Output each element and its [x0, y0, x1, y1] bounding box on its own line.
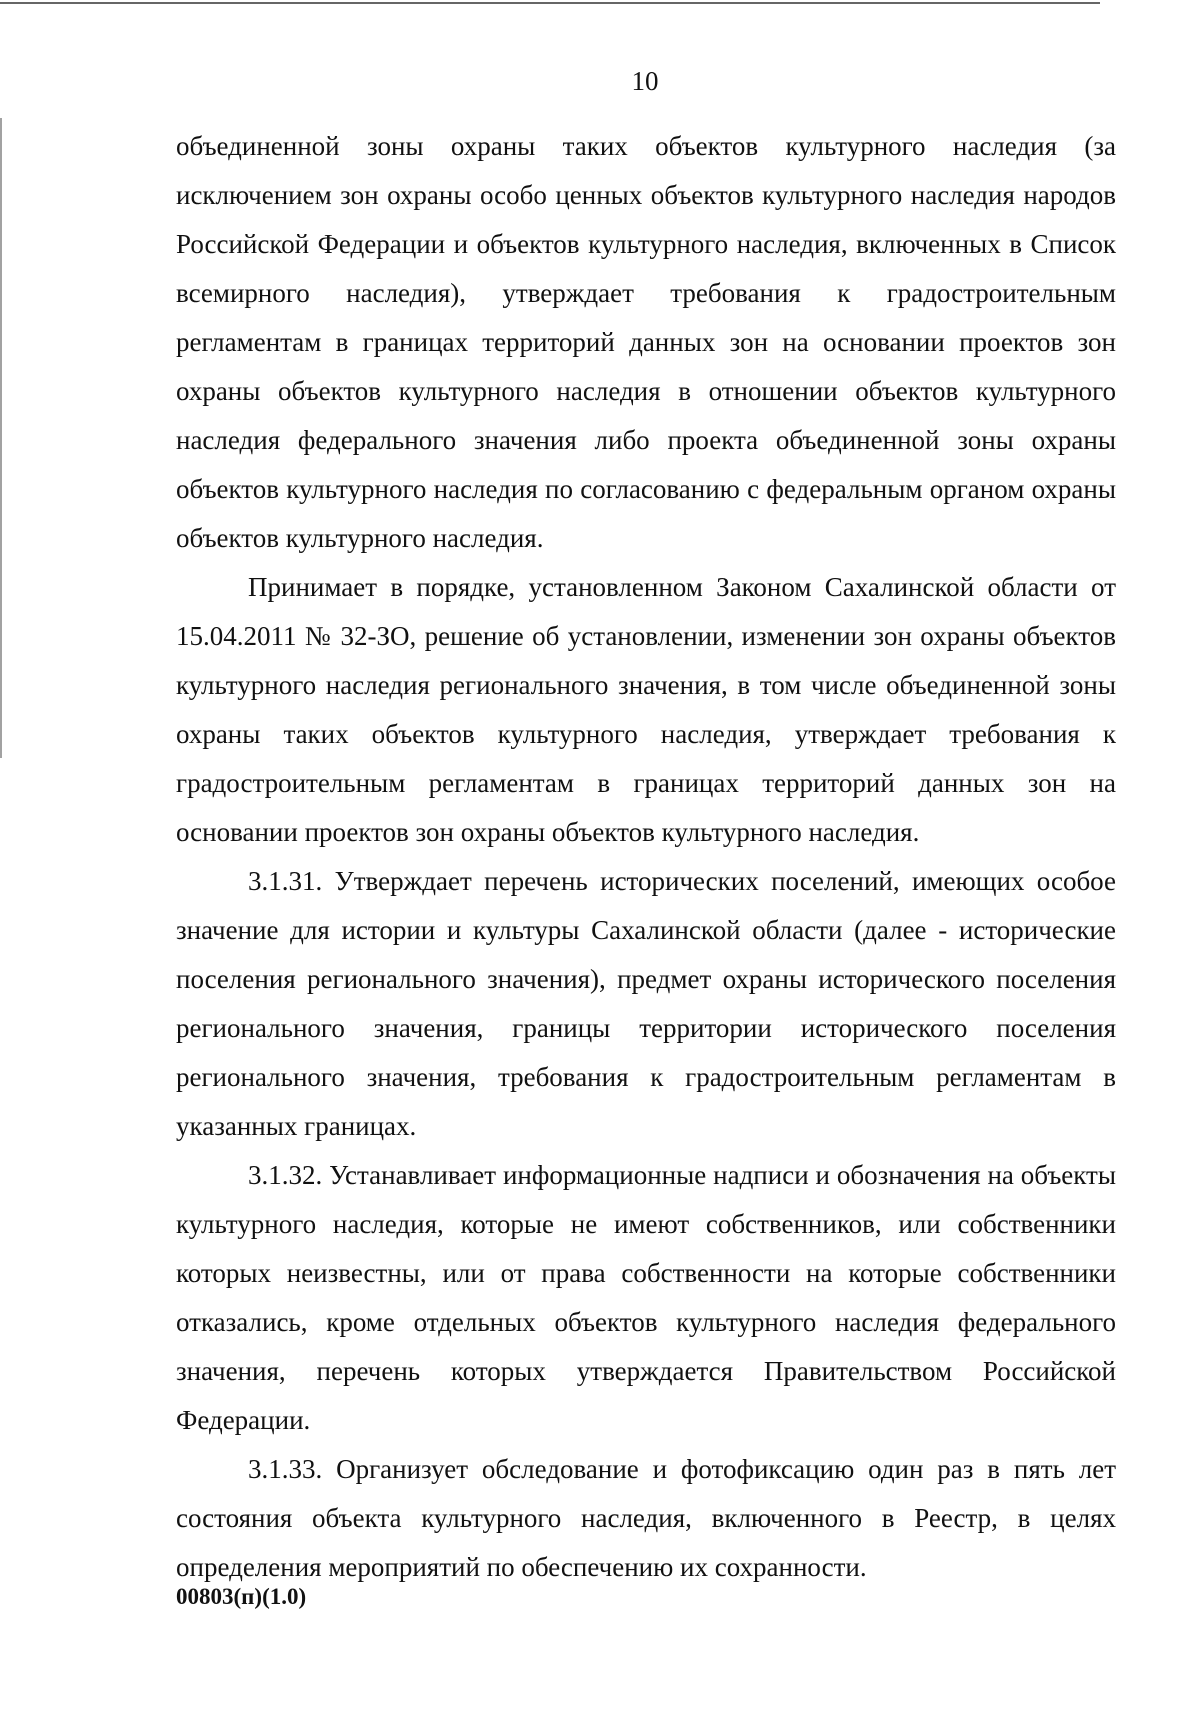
scan-border-top — [0, 2, 1100, 4]
paragraph-3-1-31: 3.1.31. Утверждает перечень исторических поселений, имеющих особое значение для истории и культуры Сахалинской области (далее - исторические поселения регионального значения), предмет охраны исторического поселения регионального значения, границы территории исторического поселения регионального значения, требования к градостроительным регламентам в указанных границах. — [176, 866, 1116, 1141]
paragraph-regional-zones: Принимает в порядке, установленном Законом Сахалинской области от 15.04.2011 № 32-ЗО, решение об установлении, изменении зон охраны объектов культурного наследия регионального значения, в том числе объединенной зоны охраны таких объектов культурного наследия, утверждает требования к градостроительным регламентам в границах территорий данных зон на основании проектов зон охраны объектов культурного наследия. — [176, 572, 1116, 847]
paragraph-continuation: объединенной зоны охраны таких объектов культурного наследия (за исключением зон охраны особо ценных объектов культурного наследия народов Российской Федерации и объектов культурного наследия, включенных в Список всемирного наследия), утверждает требования к градостроительным регламентам в границах территорий данных зон на основании проектов зон охраны объектов культурного наследия в отношении объектов культурного наследия федерального значения либо проекта объединенной зоны охраны объектов культурного наследия по согласованию с федеральным органом охраны объектов культурного наследия. — [176, 131, 1116, 553]
paragraph-3-1-33: 3.1.33. Организует обследование и фотофиксацию один раз в пять лет состояния объекта культурного наследия, включенного в Реестр, в целях определения мероприятий по обеспечению их сохранности. — [176, 1454, 1116, 1582]
page-number: 10 — [631, 66, 659, 96]
document-body — [176, 122, 1116, 1592]
paragraph-3-1-32: 3.1.32. Устанавливает информационные надписи и обозначения на объекты культурного наследия, которые не имеют собственников, или собственники которых неизвестны, или от права собственности на которые собственники отказались, кроме отдельных объектов культурного наследия федерального значения, перечень которых утверждается Правительством Российской Федерации. — [176, 1160, 1116, 1435]
scan-border-left — [0, 118, 2, 758]
document-code: 00803(п)(1.0) — [176, 1584, 307, 1609]
